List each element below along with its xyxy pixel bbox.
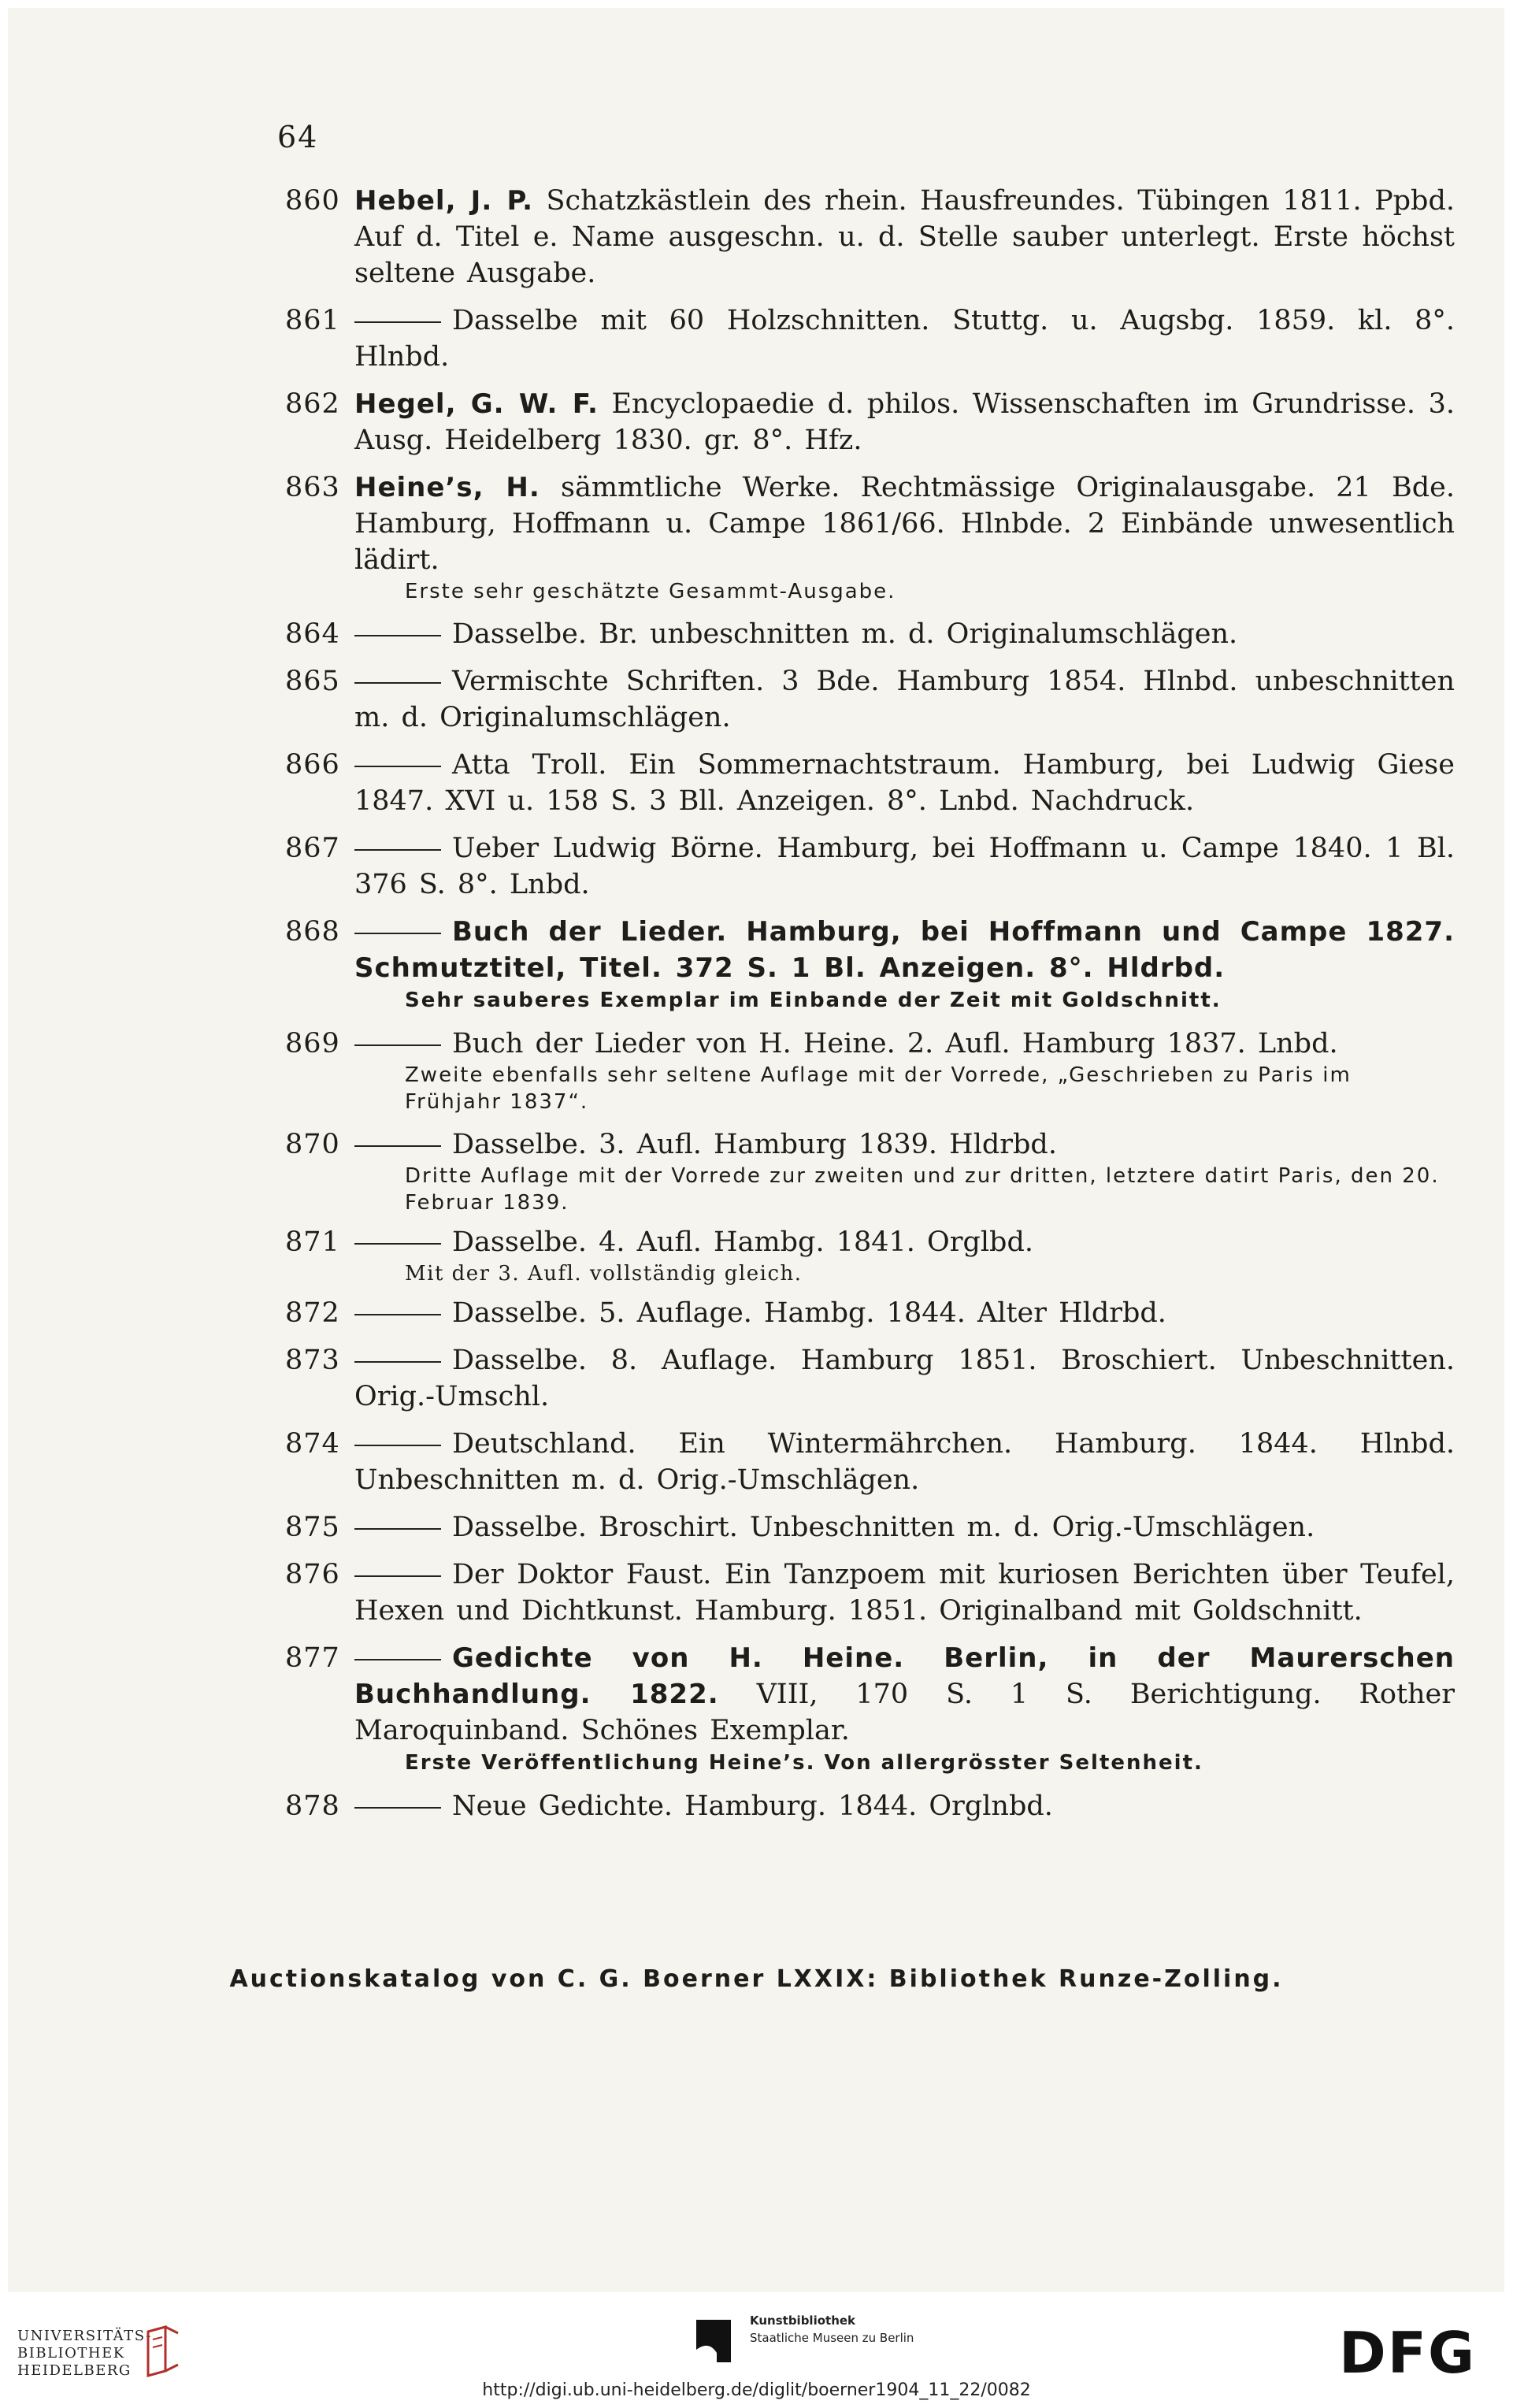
- entry-description: Buch der Lieder von H. Heine. 2. Aufl. Hamburg 1837. Lnbd.: [452, 1028, 1338, 1059]
- ditto-dash: [354, 1145, 441, 1147]
- catalog-footer: Auctionskatalog von C. G. Boerner LXXIX: Bibliothek Runze-Zolling.: [229, 1965, 1284, 1993]
- library-logo: [17, 2328, 152, 2380]
- catalog-entry: [285, 183, 1455, 291]
- entry-description: VIII, 170 S. 1 S. Berichtigung. Rother Maroquinband. Schönes Exemplar.: [354, 1679, 1456, 1746]
- entry-text: [354, 1126, 1455, 1163]
- catalog-entry: [285, 1640, 1455, 1777]
- catalog-entries: [285, 183, 1455, 1824]
- entry-text: [354, 183, 1455, 291]
- entry-text: [354, 1640, 1455, 1749]
- entry-description: Der Doktor Faust. Ein Tanzpoem mit kuriosen Berichten über Teufel, Hexen und Dichtkunst. Hamburg. 1851. Originalband mit Goldschnitt.: [354, 1559, 1455, 1627]
- entry-text: [354, 1509, 1455, 1545]
- entry-description: Dasselbe. Broschirt. Unbeschnitten m. d. Orig.-Umschlägen.: [452, 1512, 1315, 1543]
- entry-note: Zweite ebenfalls sehr seltene Auflage mit der Vorrede, „Geschrieben zu Paris im Frühjahr 1837“.: [405, 1063, 1352, 1114]
- kunstbibliothek-title: Kunstbibliothek: [750, 2313, 856, 2328]
- entry-number: 869: [285, 1028, 340, 1059]
- entry-heading: Buch der Lieder. Hamburg, bei Hoffmann und Campe 1827. Schmutztitel, Titel. 372 S. 1 Bl. Anzeigen. 8°. Hldrbd.: [354, 916, 1455, 984]
- entry-text: [354, 1426, 1455, 1498]
- entry-description: Vermischte Schriften. 3 Bde. Hamburg 1854. Hlnbd. unbeschnitten m. d. Originalumschlägen.: [354, 666, 1455, 733]
- entry-number: 870: [285, 1129, 340, 1160]
- kunstbibliothek-subtitle: Staatliche Museen zu Berlin: [750, 2331, 914, 2345]
- entry-number: 866: [285, 749, 340, 781]
- catalog-entry: [285, 1295, 1455, 1331]
- page-number: 64: [277, 120, 319, 154]
- entry-text: [354, 616, 1455, 652]
- entry-text: [354, 663, 1455, 736]
- entry-number: 863: [285, 472, 340, 503]
- catalog-entry: [285, 616, 1455, 652]
- entry-text: [354, 386, 1455, 458]
- library-emblem-icon: [142, 2324, 184, 2379]
- entry-number: 872: [285, 1297, 340, 1329]
- catalog-entry: [285, 663, 1455, 736]
- ditto-dash: [354, 635, 441, 636]
- ditto-dash: [354, 1243, 441, 1245]
- catalog-entry: [285, 1126, 1455, 1216]
- entry-number: 875: [285, 1512, 340, 1543]
- ditto-dash: [354, 849, 441, 851]
- entry-text: [354, 1224, 1455, 1260]
- kunstbibliothek-emblem-icon: [693, 2318, 734, 2364]
- entry-description: sämmtliche Werke. Rechtmässige Originalausgabe. 21 Bde. Hamburg, Hoffmann u. Campe 1861/66. Hlnbde. 2 Einbände unwesentlich lädirt.: [354, 472, 1455, 576]
- ditto-dash: [354, 766, 441, 767]
- library-name-line2: BIBLIOTHEK: [17, 2345, 125, 2362]
- entry-heading: Gedichte von H. Heine. Berlin, in der Maurerschen Buchhandlung. 1822.: [354, 1642, 1455, 1710]
- entry-text: [354, 469, 1455, 578]
- entry-text: [354, 830, 1455, 903]
- entry-text: [354, 747, 1455, 819]
- entry-number: 864: [285, 618, 340, 650]
- ditto-dash: [354, 682, 441, 684]
- catalog-entry: [285, 1342, 1455, 1415]
- catalog-entry: [285, 1224, 1455, 1287]
- entry-number: 861: [285, 305, 340, 336]
- entry-note: Dritte Auflage mit der Vorrede zur zweiten und zur dritten, letztere datirt Paris, den 20. Februar 1839.: [405, 1164, 1440, 1215]
- entry-number: 878: [285, 1790, 340, 1822]
- catalog-entry: [285, 1426, 1455, 1498]
- entry-number: 877: [285, 1642, 340, 1674]
- entry-description: Schatzkästlein des rhein. Hausfreundes. Tübingen 1811. Ppbd. Auf d. Titel e. Name ausgeschn. u. d. Stelle sauber unterlegt. Erste höchst seltene Ausgabe.: [354, 185, 1455, 289]
- entry-text: [354, 1026, 1455, 1062]
- catalog-entry: [285, 1509, 1455, 1545]
- entry-description: Atta Troll. Ein Sommernachtstraum. Hamburg, bei Ludwig Giese 1847. XVI u. 158 S. 3 Bll. Anzeigen. 8°. Lnbd. Nachdruck.: [354, 749, 1455, 817]
- ditto-dash: [354, 1659, 441, 1660]
- entry-description: Encyclopaedie d. philos. Wissenschaften im Grundrisse. 3. Ausg. Heidelberg 1830. gr. 8°. Hfz.: [354, 388, 1456, 456]
- entry-number: 868: [285, 916, 340, 948]
- catalog-entry: [285, 914, 1455, 1015]
- entry-text: [354, 914, 1455, 986]
- catalog-entry: [285, 747, 1455, 819]
- entry-number: 871: [285, 1226, 340, 1258]
- catalog-entry: [285, 830, 1455, 903]
- entry-description: Ueber Ludwig Börne. Hamburg, bei Hoffmann u. Campe 1840. 1 Bl. 376 S. 8°. Lnbd.: [354, 833, 1455, 900]
- dfg-logo: DFG: [1339, 2320, 1477, 2386]
- ditto-dash: [354, 321, 441, 323]
- library-name-line3: HEIDELBERG: [17, 2362, 132, 2379]
- entry-heading: Heine’s, H.: [354, 472, 540, 503]
- ditto-dash: [354, 1807, 441, 1809]
- entry-note: Erste Veröffentlichung Heine’s. Von allergrösster Seltenheit.: [405, 1751, 1203, 1775]
- entry-description: Dasselbe. 3. Aufl. Hamburg 1839. Hldrbd.: [452, 1129, 1057, 1160]
- entry-number: 860: [285, 185, 340, 217]
- entry-description: Dasselbe. Br. unbeschnitten m. d. Originalumschlägen.: [452, 618, 1238, 650]
- entry-number: 873: [285, 1345, 340, 1376]
- catalog-entry: [285, 469, 1455, 605]
- catalog-entry: [285, 302, 1455, 375]
- entry-heading: Hebel, J. P.: [354, 185, 534, 217]
- entry-description: Dasselbe. 4. Aufl. Hambg. 1841. Orglbd.: [452, 1226, 1033, 1258]
- ditto-dash: [354, 1361, 441, 1363]
- entry-text: [354, 1556, 1455, 1629]
- entry-description: Neue Gedichte. Hamburg. 1844. Orglnbd.: [452, 1790, 1053, 1822]
- entry-description: Dasselbe mit 60 Holzschnitten. Stuttg. u. Augsbg. 1859. kl. 8°. Hlnbd.: [354, 305, 1455, 373]
- entry-number: 867: [285, 833, 340, 864]
- catalog-entry: [285, 386, 1455, 458]
- ditto-dash: [354, 933, 441, 934]
- entry-text: [354, 302, 1455, 375]
- catalog-entry: [285, 1026, 1455, 1115]
- entry-description: Deutschland. Ein Wintermährchen. Hamburg. 1844. Hlnbd. Unbeschnitten m. d. Orig.-Umschlägen.: [354, 1428, 1455, 1496]
- entry-note: Mit der 3. Aufl. vollständig gleich.: [405, 1262, 803, 1286]
- entry-heading: Hegel, G. W. F.: [354, 388, 599, 420]
- entry-number: 865: [285, 666, 340, 697]
- ditto-dash: [354, 1044, 441, 1046]
- entry-description: Dasselbe. 5. Auflage. Hambg. 1844. Alter Hldrbd.: [452, 1297, 1166, 1329]
- entry-number: 862: [285, 388, 340, 420]
- entry-number: 876: [285, 1559, 340, 1590]
- source-url[interactable]: http://digi.ub.uni-heidelberg.de/diglit/boerner1904_11_22/0082: [482, 2380, 1031, 2400]
- entry-note: Sehr sauberes Exemplar im Einbande der Zeit mit Goldschnitt.: [405, 989, 1222, 1012]
- entry-number: 874: [285, 1428, 340, 1460]
- entry-text: [354, 1342, 1455, 1415]
- ditto-dash: [354, 1314, 441, 1315]
- entry-text: [354, 1295, 1455, 1331]
- ditto-dash: [354, 1445, 441, 1446]
- library-name-line1: UNIVERSITÄTS-: [17, 2328, 152, 2344]
- entry-description: Dasselbe. 8. Auflage. Hamburg 1851. Broschiert. Unbeschnitten. Orig.-Umschl.: [354, 1345, 1455, 1412]
- entry-text: [354, 1788, 1455, 1824]
- catalog-entry: [285, 1556, 1455, 1629]
- ditto-dash: [354, 1528, 441, 1530]
- entry-note: Erste sehr geschätzte Gesammt-Ausgabe.: [405, 580, 896, 603]
- ditto-dash: [354, 1575, 441, 1577]
- catalog-entry: [285, 1788, 1455, 1824]
